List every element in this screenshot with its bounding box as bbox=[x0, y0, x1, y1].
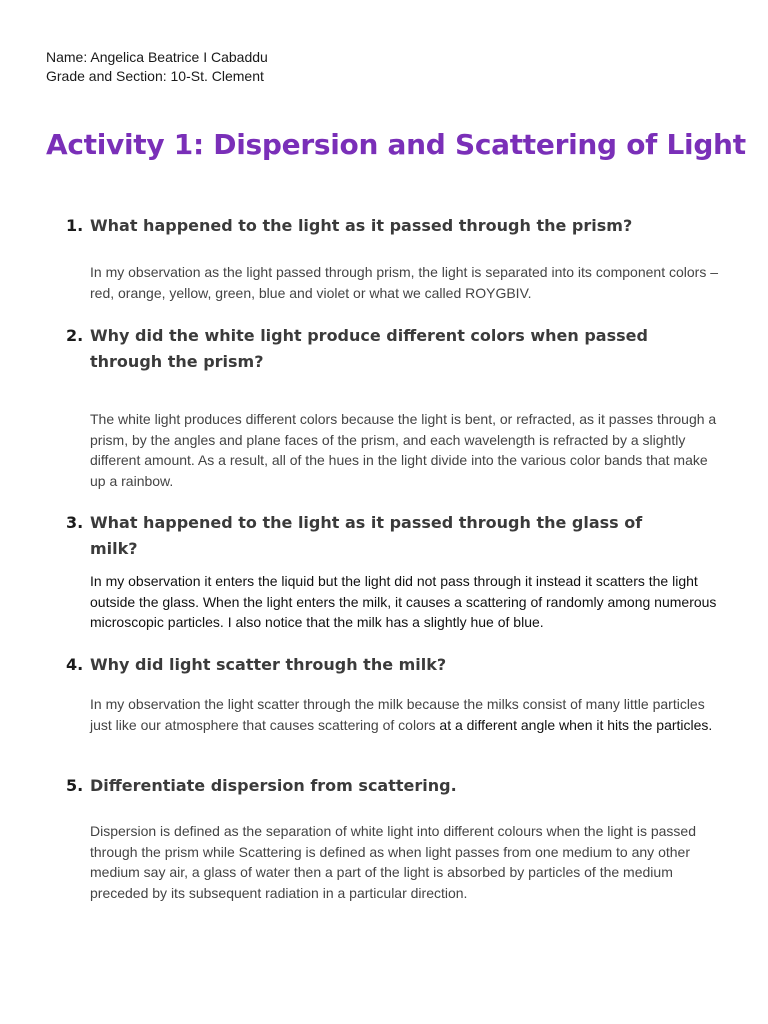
student-name: Name: Angelica Beatrice I Cabaddu bbox=[46, 49, 268, 65]
answer-4-part1: In my observation the light scatter through the milk because the milks consist of many little particles just like our atmosphere that causes scattering of colors bbox=[90, 696, 705, 733]
grade-section: Grade and Section: 10-St. Clement bbox=[46, 68, 264, 84]
question-number: 1. bbox=[66, 216, 84, 235]
question-2 bbox=[66, 323, 706, 375]
question-text: Differentiate dispersion from scattering. bbox=[90, 776, 457, 795]
question-text: What happened to the light as it passed through the prism? bbox=[90, 216, 633, 235]
question-3 bbox=[66, 510, 706, 562]
question-text: Why did light scatter through the milk? bbox=[90, 655, 447, 674]
question-1 bbox=[66, 213, 706, 239]
student-info bbox=[46, 48, 268, 86]
answer-4-part2: at a different angle when it hits the particles. bbox=[439, 716, 713, 733]
answer-1: In my observation as the light passed through prism, the light is separated into its component colors – red, orange, yellow, green, blue and violet or what we called ROYGBIV. bbox=[90, 264, 719, 301]
answer-3: In my observation it enters the liquid but the light did not pass through it instead it scatters the light outside the glass. When the light enters the milk, it causes a scattering of randomly among numerous microscopic particles. I also notice that the milk has a slightly hue of blue. bbox=[90, 573, 717, 630]
question-number: 2. bbox=[66, 326, 84, 345]
answer-2: The white light produces different colors because the light is bent, or refracted, as it passes through a prism, by the angles and plane faces of the prism, and each wavelength is refracted by a slightly different amount. As a result, all of the hues in the light divide into the various color bands that make up a rainbow. bbox=[90, 411, 717, 489]
activity-title: Activity 1: Dispersion and Scattering of Light bbox=[46, 128, 746, 161]
answer-5: Dispersion is defined as the separation of white light into different colours when the light is passed through the prism while Scattering is defined as when light passes from one medium to any other medium say air, a glass of water then a part of the light is absorbed by particles of the medium preceded by its subsequent radiation in a particular direction. bbox=[90, 823, 696, 901]
question-number: 3. bbox=[66, 513, 84, 532]
question-5 bbox=[66, 773, 706, 799]
answer-4 bbox=[90, 694, 726, 735]
question-number: 5. bbox=[66, 776, 84, 795]
question-4 bbox=[66, 652, 706, 678]
question-text: Why did the white light produce different colors when passed through the prism? bbox=[90, 326, 648, 371]
question-number: 4. bbox=[66, 655, 84, 674]
question-text: What happened to the light as it passed through the glass of milk? bbox=[90, 513, 643, 558]
